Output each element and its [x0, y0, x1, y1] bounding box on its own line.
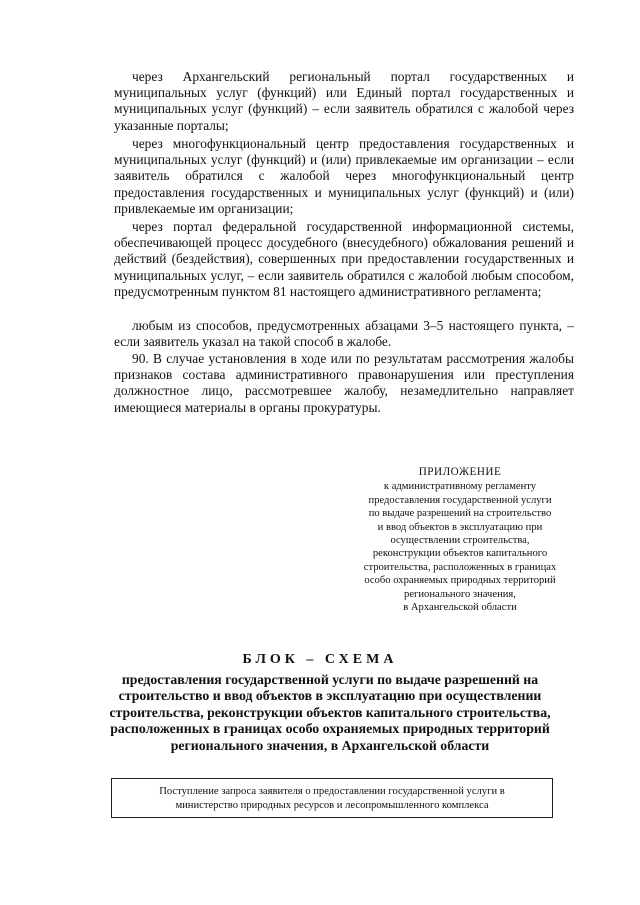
appendix-line: в Архангельской области — [403, 602, 517, 614]
scheme-subtitle-line: строительства, реконструкции объектов капитального строительства, — [109, 704, 551, 720]
appendix-line: особо охраняемых природных территорий — [364, 575, 556, 587]
appendix-line: реконструкции объектов капитального — [372, 548, 548, 560]
flowchart-step-line: министерство природных ресурсов и лесопромышленного комплекса — [175, 800, 489, 811]
scheme-subtitle — [90, 672, 570, 754]
body-paragraph: 90. В случае установления в ходе или по результатам рассмотрения жалобы признаков состава административного правонарушения или преступления должностное лицо, рассмотревшее жалобу, незамедлительно направляет имеющиеся материалы в органы прокуратуры. — [114, 351, 574, 415]
appendix-block — [330, 466, 590, 614]
body-paragraph: через портал федеральной государственной информационной системы, обеспечивающей процесс досудебного (внесудебного) обжалования решений и действий (бездействия), совершенных при предоставлении государственных и муниципальных услуг, – если заявитель обратился с жалобой любым способом, предусмотренным пунктом 81 настоящего административного регламента; — [114, 219, 574, 299]
appendix-line: строительства, расположенных в границах — [363, 561, 557, 573]
appendix-line: к административному регламенту — [383, 481, 537, 493]
body-paragraph: через Архангельский региональный портал государственных и муниципальных услуг (функций) или Единый портал государственных и муниципальных услуг (функций) – если заявитель обратился с жалобой через указанные порталы; — [114, 69, 574, 133]
appendix-line: по выдаче разрешений на строительство — [368, 508, 552, 520]
appendix-line: и ввод объектов в эксплуатацию при — [377, 521, 543, 533]
flowchart-step-box — [111, 778, 553, 818]
scheme-subtitle-line: предоставления государственной услуги по выдаче разрешений на — [121, 672, 539, 687]
scheme-subtitle-line: регионального значения, в Архангельской области — [170, 737, 490, 753]
appendix-heading: ПРИЛОЖЕНИЕ — [418, 466, 502, 478]
appendix-line: регионального значения, — [404, 588, 516, 600]
body-paragraph: любым из способов, предусмотренных абзацами 3–5 настоящего пункта, – если заявитель указал на такой способ в жалобе. — [114, 318, 574, 350]
body-paragraph: через многофункциональный центр предоставления государственных и муниципальных услуг (функций) и (или) привлекаемые им организации – если заявитель обратился с жалобой через многофункциональный центр предоставления государственных и муниципальных услуг (функций) и (или) привлекаемые им организации; — [114, 136, 574, 216]
scheme-subtitle-line: строительство и ввод объектов в эксплуатацию при осуществлении — [118, 688, 542, 704]
flowchart-step-line: Поступление запроса заявителя о предоставлении государственной услуги в — [159, 786, 505, 797]
scheme-subtitle-line: расположенных в границах особо охраняемых природных территорий — [110, 721, 550, 737]
scheme-title: БЛОК – СХЕМА — [242, 652, 398, 667]
appendix-line: предоставления государственной услуги — [368, 494, 552, 506]
appendix-line: осуществлении строительства, — [390, 535, 530, 547]
